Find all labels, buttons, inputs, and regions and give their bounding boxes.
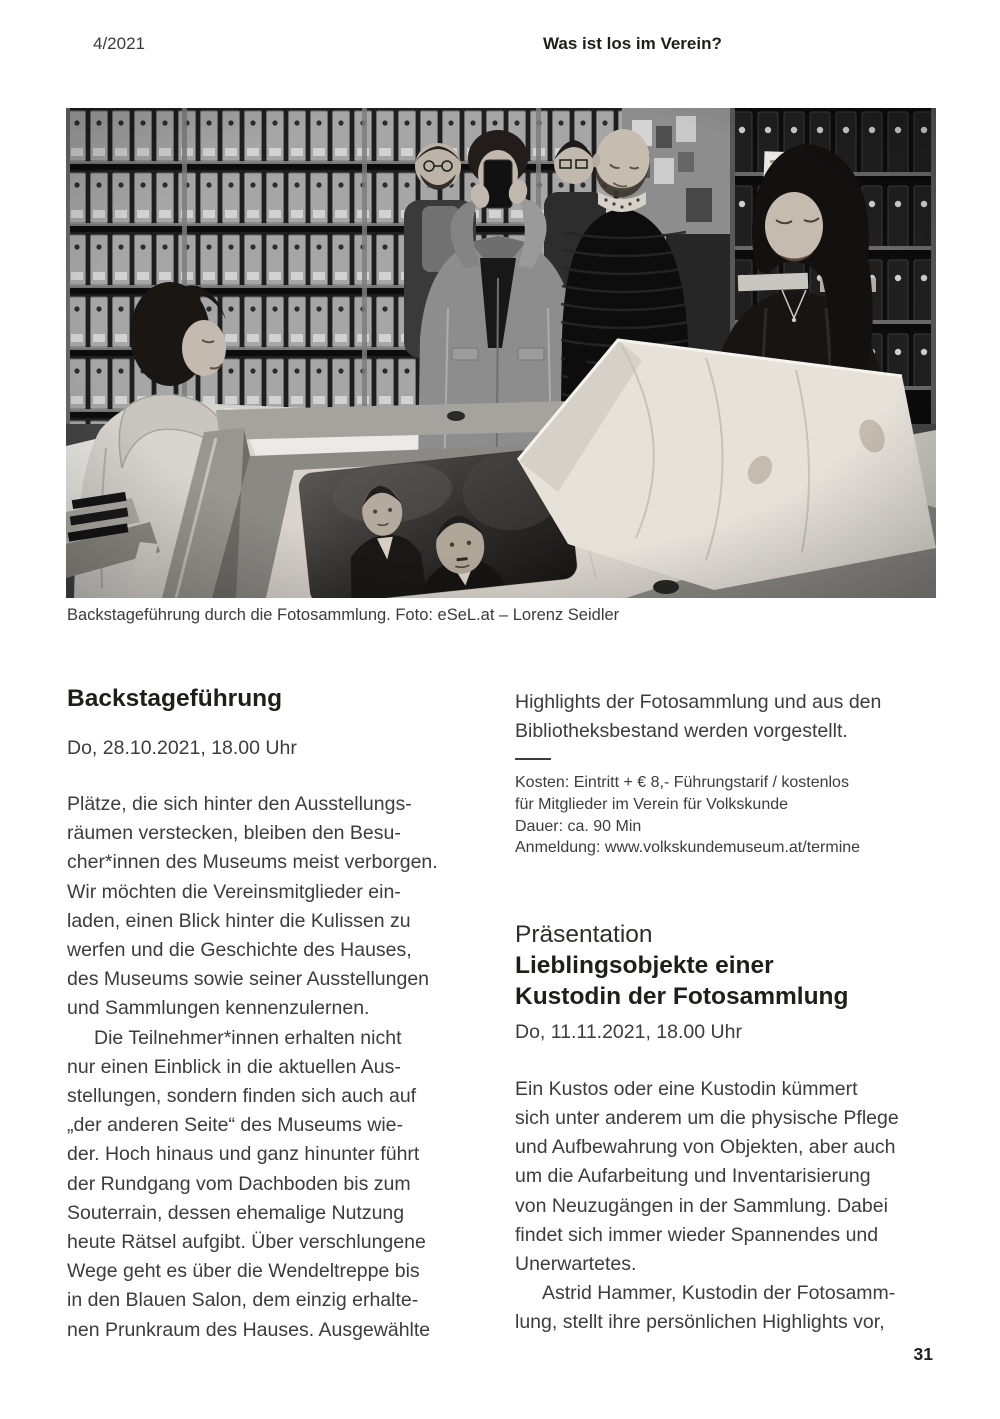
text-line: Plätze, die sich hinter den Ausstellungs-	[67, 793, 412, 815]
text-line: Astrid Hammer, Kustodin der Fotosamm-	[542, 1282, 896, 1305]
article-backstagefuehrung	[67, 684, 491, 1345]
event-info-block	[515, 772, 939, 858]
event-title-line: Kustodin der Fotosammlung	[515, 982, 849, 1010]
text-line: Kosten: Eintritt + € 8,- Führungstarif / kostenlos	[515, 774, 849, 792]
text-line: laden, einen Blick hinter die Kulissen zu	[67, 909, 411, 932]
article-paragraph	[515, 1075, 939, 1279]
article-title: Backstageführung	[67, 685, 283, 712]
photo-vignette	[66, 108, 936, 598]
article-paragraph	[515, 1279, 939, 1337]
article-paragraph	[67, 1024, 491, 1345]
text-line: Anmeldung: www.volkskundemuseum.at/termine	[515, 839, 861, 857]
text-line: sich unter anderem um die physische Pflege	[515, 1106, 899, 1129]
text-line: heute Rätsel aufgibt. Über verschlungene	[67, 1231, 426, 1254]
text-line: der. Hoch hinaus und ganz hinunter führt	[67, 1143, 420, 1166]
text-line: Wir möchten die Vereinsmitglieder ein-	[67, 880, 401, 903]
text-line: räumen verstecken, bleiben den Besu-	[67, 822, 401, 845]
page-number: 31	[913, 1344, 933, 1364]
event-title	[515, 950, 939, 1012]
event-kicker: Präsentation	[515, 920, 653, 948]
event-photo-illustration	[66, 108, 936, 598]
text-line: findet sich immer wieder Spannendes und	[515, 1223, 879, 1246]
text-line: und Sammlungen kennenzulernen.	[67, 997, 370, 1020]
text-line: Highlights der Fotosammlung und aus den	[515, 691, 882, 713]
text-line: cher*innen des Museums meist verborgen.	[67, 851, 438, 874]
text-line: Dauer: ca. 90 Min	[515, 817, 642, 835]
text-line: nen Prunkraum des Hauses. Ausgewählte	[67, 1318, 431, 1341]
text-line: der Rundgang vom Dachboden bis zum	[67, 1172, 411, 1195]
text-line: Die Teilnehmer*innen erhalten nicht	[94, 1026, 402, 1049]
text-line: stellungen, sondern finden sich auch auf	[67, 1085, 417, 1108]
text-line: und Aufbewahrung von Objekten, aber auch	[515, 1136, 896, 1159]
text-line: Wege geht es über die Wendeltreppe bis	[67, 1260, 420, 1283]
text-line: für Mitglieder im Verein für Volkskunde	[515, 796, 789, 813]
photo-caption: Backstageführung durch die Fotosammlung. Foto: eSeL.at – Lorenz Seidler	[67, 606, 620, 624]
text-line: Souterrain, dessen ehemalige Nutzung	[67, 1201, 405, 1224]
text-line: lung, stellt ihre persönlichen Highlights vor,	[515, 1311, 885, 1334]
text-line: Ein Kustos oder eine Kustodin kümmert	[515, 1077, 858, 1100]
issue-number: 4/2021	[93, 34, 145, 53]
right-column	[515, 684, 939, 1338]
text-line: werfen und die Geschichte des Hauses,	[67, 939, 412, 962]
event-date: Do, 28.10.2021, 18.00 Uhr	[67, 737, 297, 759]
info-divider	[515, 758, 551, 760]
text-line: von Neuzugängen in der Sammlung. Dabei	[515, 1194, 888, 1217]
text-line: nur einen Einblick in die aktuellen Aus-	[67, 1055, 401, 1078]
text-line: in den Blauen Salon, dem einzig erhalte-	[67, 1289, 419, 1312]
text-line: um die Aufarbeitung und Inventarisierung	[515, 1165, 871, 1188]
event-title-line: Lieblingsobjekte einer	[515, 951, 774, 979]
text-line: des Museums sowie seiner Ausstellungen	[67, 968, 430, 991]
text-line: Bibliotheksbestand werden vorgestellt.	[515, 720, 848, 743]
event-date: Do, 11.11.2021, 18.00 Uhr	[515, 1020, 742, 1043]
event-photo	[66, 108, 936, 598]
text-line: „der anderen Seite“ des Museums wie-	[67, 1114, 403, 1137]
article-paragraph	[67, 790, 491, 1024]
article-continuation	[515, 688, 939, 746]
running-header: Was ist los im Verein?	[543, 34, 722, 53]
text-line: Unerwartetes.	[515, 1253, 637, 1275]
